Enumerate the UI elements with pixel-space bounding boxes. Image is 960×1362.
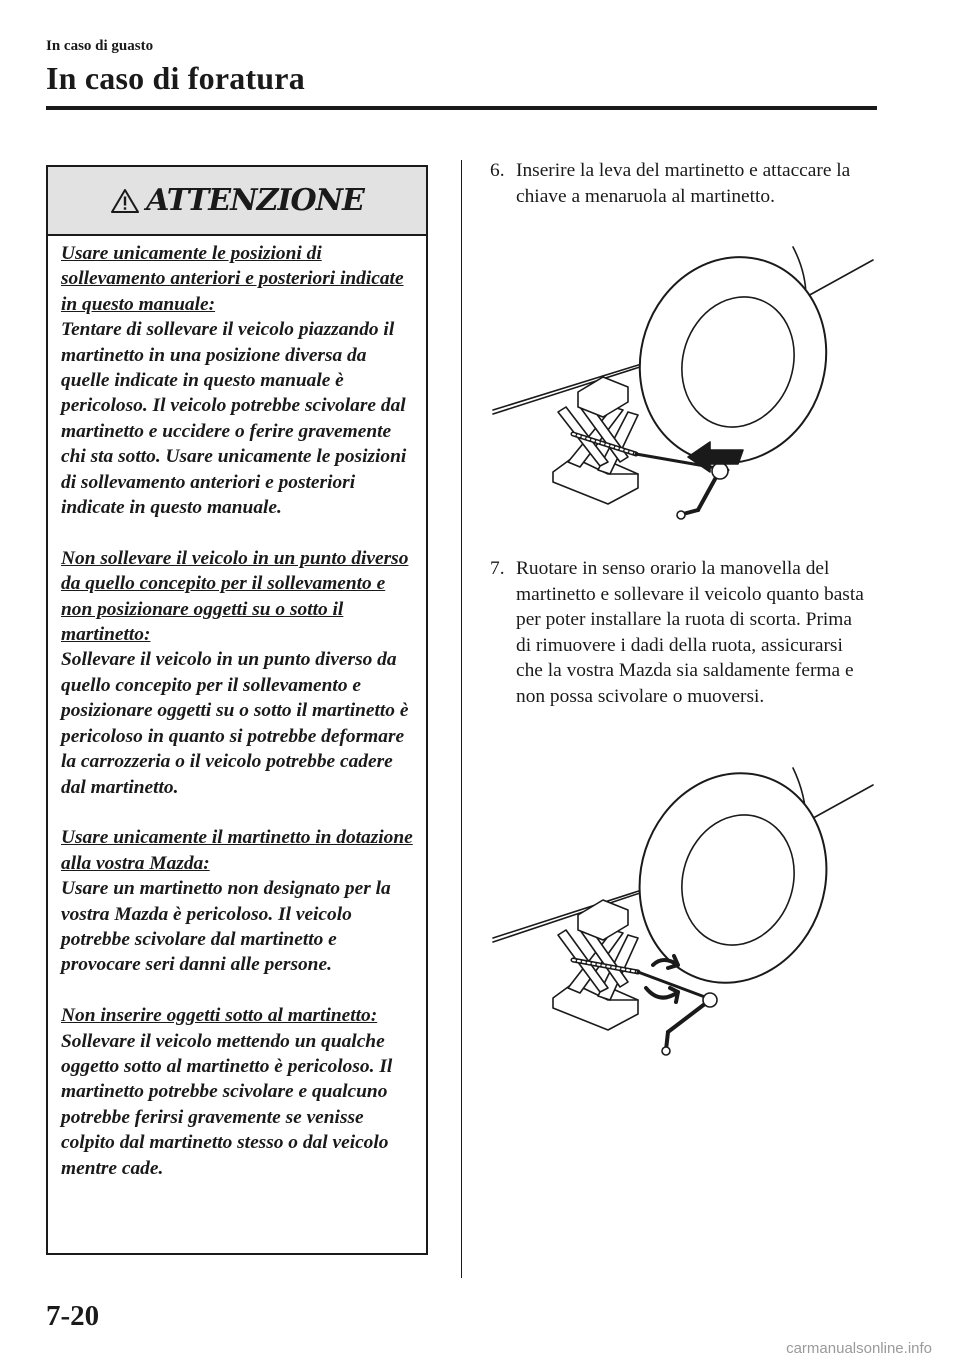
warning-item-title: Usare unicamente le posizioni di sollevamento anteriori e posteriori indicate in questo manuale: — [61, 243, 404, 315]
warning-header — [48, 167, 426, 236]
warning-triangle-icon — [110, 188, 140, 214]
warning-item-text: Usare un martinetto non designato per la vostra Mazda è pericoloso. Il veicolo potrebbe scivolare dal martinetto e provocare seri danni alle persone. — [61, 878, 391, 976]
warning-item — [61, 546, 414, 800]
warning-item-title: Usare unicamente il martinetto in dotazione alla vostra Mazda: — [61, 827, 413, 874]
warning-item-text: Sollevare il veicolo mettendo un qualche oggetto sotto al martinetto è pericoloso. Il martinetto potrebbe scivolare e qualcuno potrebbe ferirsi gravemente se venisse colpito dal martinetto stesso o dal veicolo mentre cade. — [61, 1030, 393, 1179]
warning-item — [61, 825, 414, 977]
page-title: In caso di foratura — [46, 60, 305, 96]
watermark: carmanualsonline.info — [786, 1340, 932, 1357]
step-text: Ruotare in senso orario la manovella del martinetto e sollevare il veicolo quanto basta per poter installare la ruota di scorta. Prima di rimuovere i dadi della ruota, assicurarsi che la vostra Mazda sia saldamente ferma e non possa scivolare o muoversi. — [516, 558, 864, 707]
warning-item — [61, 241, 414, 520]
page-number: 7-20 — [46, 1300, 100, 1332]
step-6 — [490, 158, 870, 209]
column-divider — [461, 160, 462, 1278]
jack-lever-illustration — [488, 242, 883, 542]
title-divider — [46, 106, 877, 110]
warning-item-text: Tentare di sollevare il veicolo piazzando il martinetto in una posizione diversa da quelle indicate in questo manuale è pericoloso. Il veicolo potrebbe scivolare dal martinetto e uccidere o ferire gravemente chi sta sotto. Usare unicamente le posizioni di sollevamento anteriori e posteriori indicate in questo manuale. — [61, 319, 407, 519]
jack-raising-illustration — [488, 760, 883, 1060]
step-number: 7. — [490, 558, 505, 579]
warning-item-text: Sollevare il veicolo in un punto diverso da quello concepito per il sollevamento e posizionare oggetti su o sotto il martinetto è pericoloso in quanto si potrebbe deformare la carrozzeria o il veicolo potrebbe cadere dal martinetto. — [61, 649, 409, 798]
section-label: In caso di guasto — [46, 38, 154, 54]
warning-item-title: Non sollevare il veicolo in un punto diverso da quello concepito per il sollevamento e non posizionare oggetti su o sotto il martinetto: — [61, 547, 409, 646]
warning-item — [61, 1003, 414, 1181]
step-text: Inserire la leva del martinetto e attaccare la chiave a menaruola al martinetto. — [516, 160, 851, 207]
warning-box — [46, 165, 428, 1255]
warning-item-title: Non inserire oggetti sotto al martinetto: — [61, 1005, 378, 1027]
step-number: 6. — [490, 160, 505, 181]
warning-body — [48, 236, 426, 1181]
step-7 — [490, 556, 870, 710]
warning-heading: ATTENZIONE — [146, 183, 364, 218]
